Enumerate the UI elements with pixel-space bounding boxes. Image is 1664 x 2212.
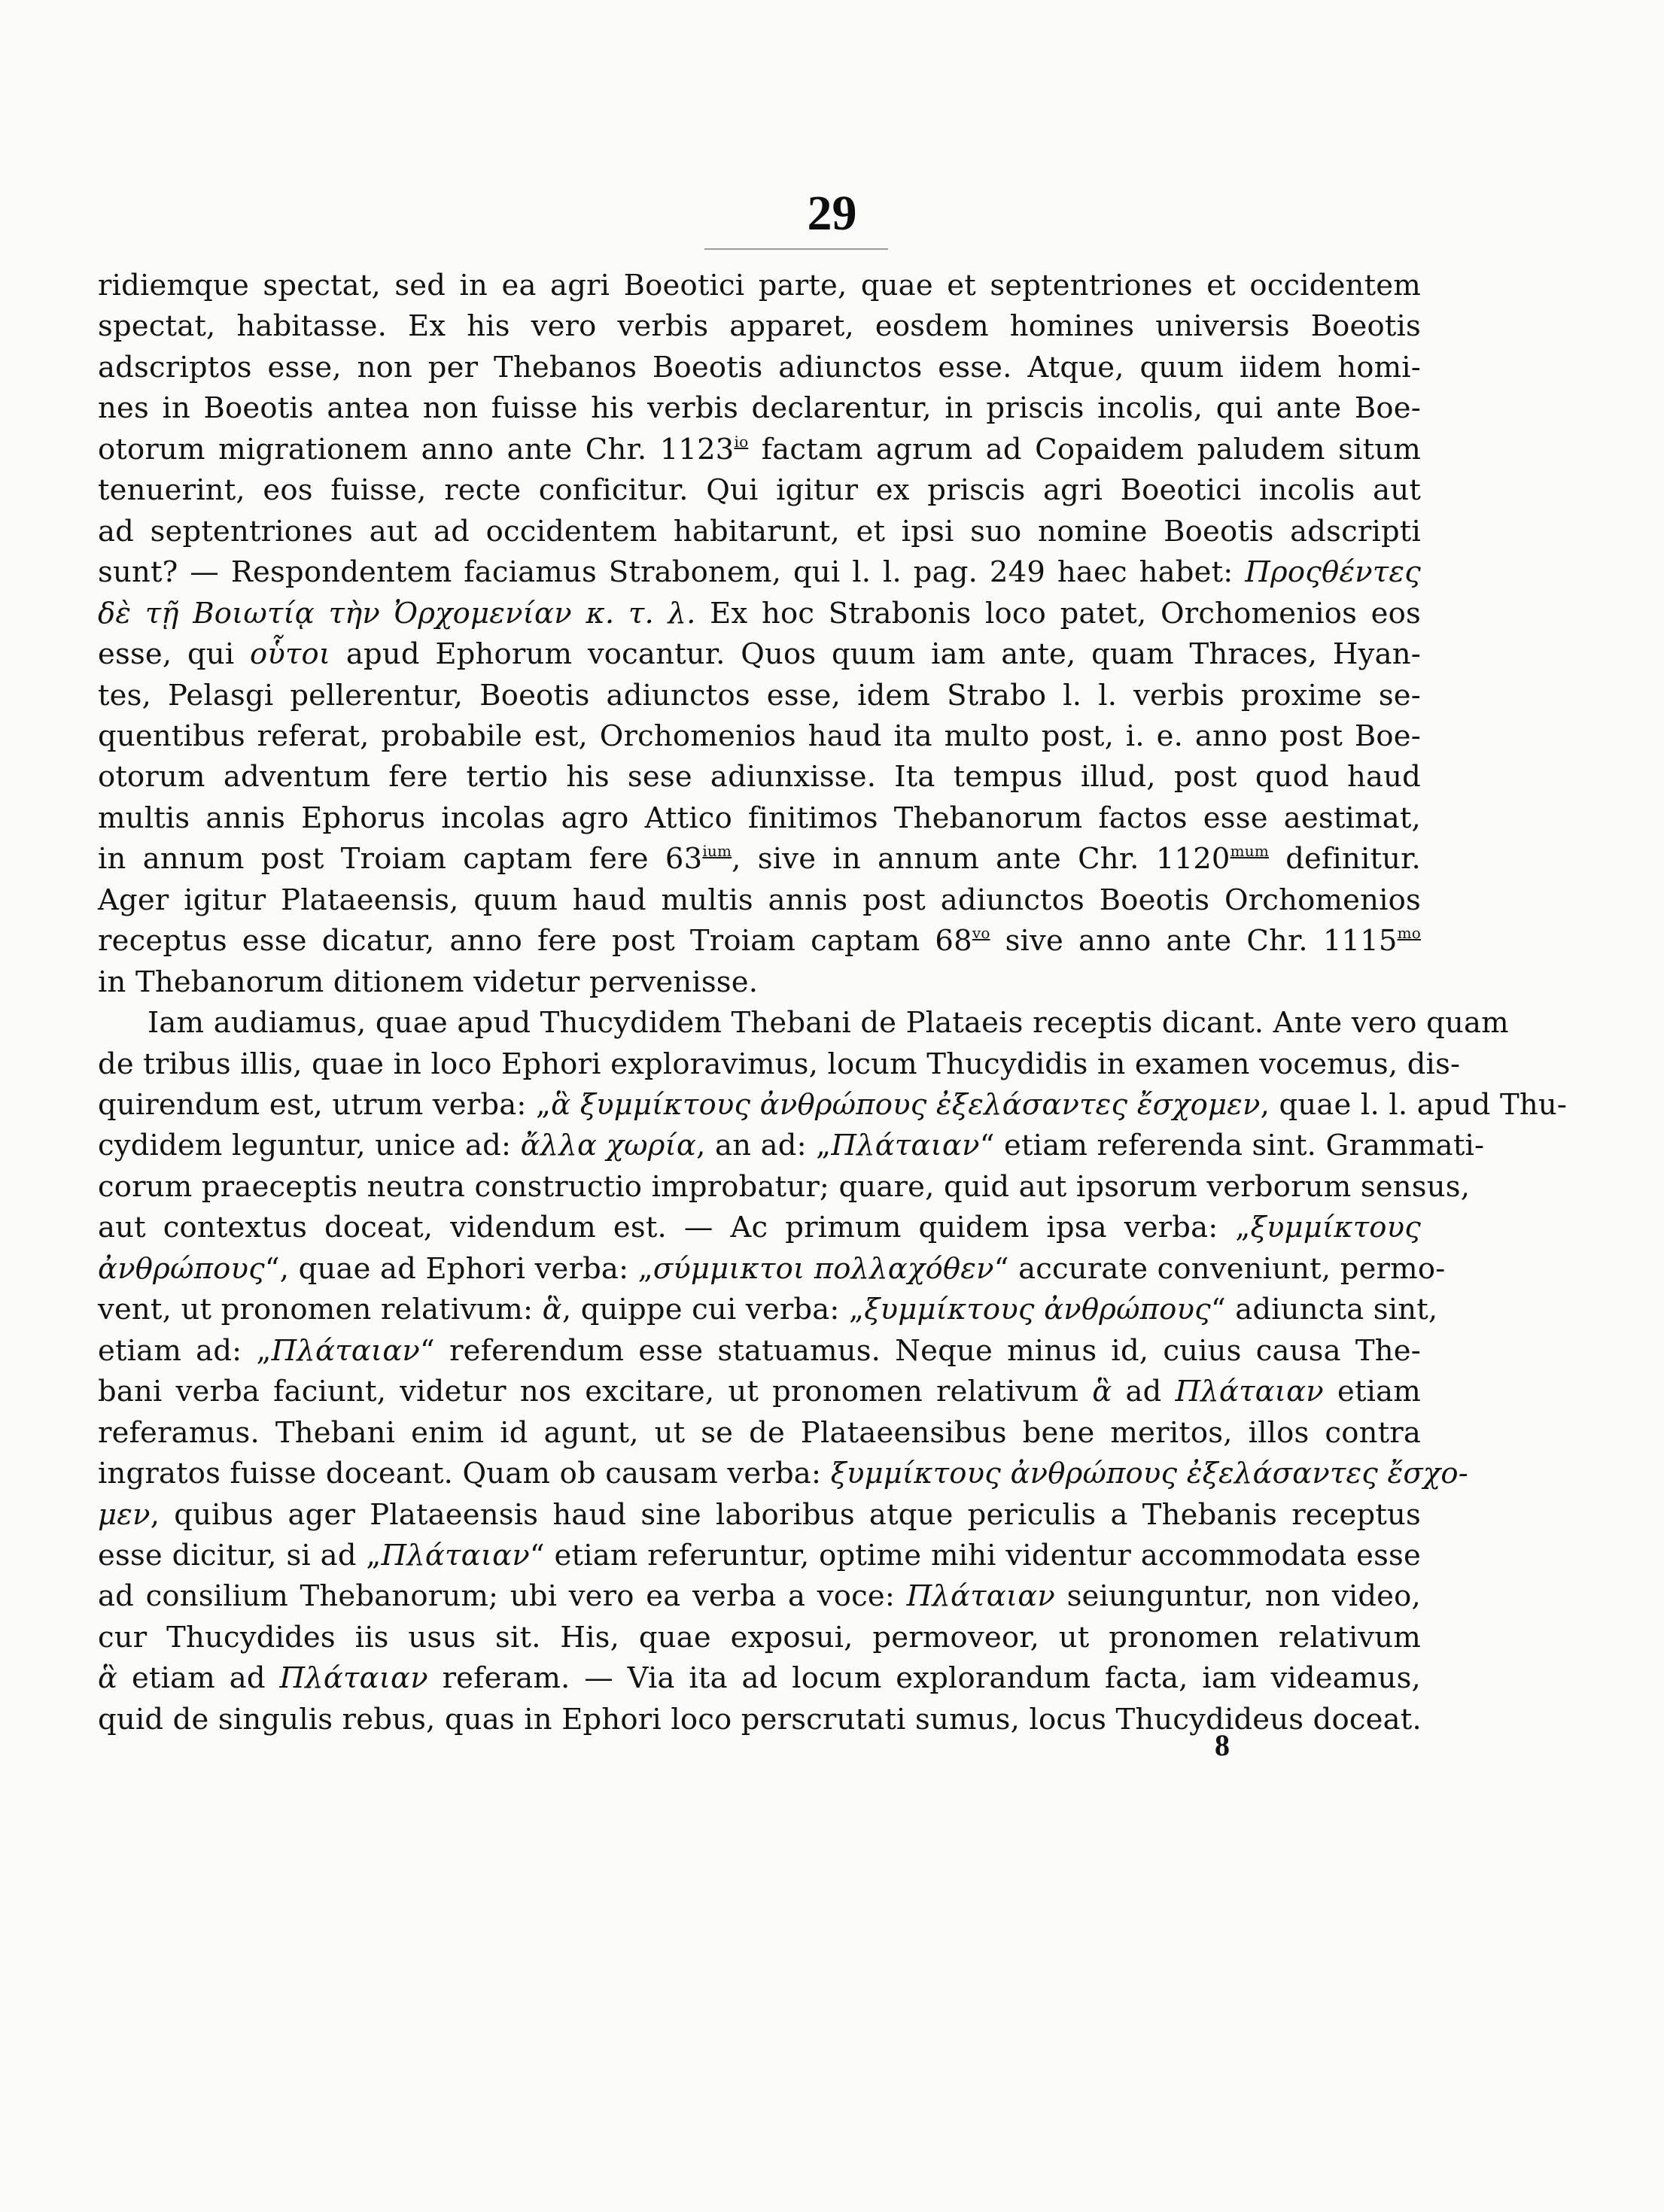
text-line xyxy=(98,632,1421,677)
text-run: etiam xyxy=(1323,1375,1422,1409)
greek-text: ξυμμίκτους ἀνθρώπους xyxy=(864,1293,1211,1327)
text-run: cydidem leguntur, unice ad: xyxy=(98,1129,521,1163)
greek-text: ξυμμίκτους xyxy=(1250,1211,1421,1245)
text-line xyxy=(98,755,1421,800)
text-run: etiam ad: „ xyxy=(98,1333,272,1368)
text-run: “ etiam referenda sint. Grammati- xyxy=(979,1129,1485,1163)
text-run: in annum post Troiam captam fere 63 xyxy=(98,842,703,877)
text-run: vent, ut pronomen relativum: xyxy=(98,1293,543,1327)
text-run: multis annis Ephorus incolas agro Attico finitimos Thebanorum factos esse aestimat, xyxy=(98,801,1421,835)
text-run: esse, qui xyxy=(98,637,250,672)
text-run: adscriptos esse, non per Thebanos Boeotis adiunctos esse. Atque, quum iidem homi- xyxy=(98,350,1421,384)
text-run: ridiemque spectat, sed in ea agri Boeotici parte, quae et septentriones et occidentem xyxy=(98,269,1421,302)
text-run: “, quae ad Ephori verba: „ xyxy=(264,1251,653,1286)
text-run: , sive in annum ante Chr. 1120 xyxy=(732,842,1231,877)
text-line xyxy=(98,960,1421,1005)
text-run: “ adiuncta sint, xyxy=(1210,1293,1438,1327)
text-run: “ etiam referuntur, optime mihi videntur accommodata esse xyxy=(529,1538,1421,1572)
text-line xyxy=(98,1451,1468,1496)
text-run: de tribus illis, quae in loco Ephori exploravimus, locum Thucydidis in examen vocemus, dis- xyxy=(98,1047,1461,1081)
ordinal-superscript: vo xyxy=(972,924,990,943)
greek-text: Πλάταιαν xyxy=(381,1538,530,1572)
text-line xyxy=(98,345,1421,390)
greek-text: Πλάταιαν xyxy=(271,1333,421,1368)
greek-text: δὲ τῇ Βοιωτίᾳ τὴν Ὀρχομενίαν κ. τ. λ. xyxy=(98,596,696,630)
text-run: ad xyxy=(1112,1375,1176,1409)
text-run: seiunguntur, non video, xyxy=(1055,1579,1421,1614)
greek-text: ἃ ξυμμίκτους ἀνθρώπους ἐξελάσαντες ἔσχομεν xyxy=(551,1088,1261,1122)
signature-mark: 8 xyxy=(1215,1728,1230,1762)
ordinal-superscript: io xyxy=(734,432,749,451)
text-run: ad consilium Thebanorum; ubi vero ea verba a voce: xyxy=(98,1579,907,1614)
text-line xyxy=(98,1493,1421,1538)
text-run: referamus. Thebani enim id agunt, ut se de Plataeensibus bene meritos, illos contra xyxy=(98,1415,1421,1450)
text-line xyxy=(98,1615,1421,1661)
text-line xyxy=(98,878,1421,923)
text-run: quid de singulis rebus, quas in Ephori loco perscrutati sumus, locus Thucydideus doceat. xyxy=(98,1702,1422,1736)
text-line xyxy=(98,1369,1421,1414)
text-line xyxy=(98,550,1421,595)
page-number: 29 xyxy=(807,186,857,241)
text-line xyxy=(98,263,1421,308)
text-line xyxy=(98,427,1421,472)
text-line xyxy=(98,1574,1421,1619)
text-line xyxy=(98,1287,1438,1332)
greek-text: ἃ xyxy=(1092,1375,1112,1409)
text-line xyxy=(98,714,1421,759)
text-line xyxy=(98,591,1421,637)
text-line xyxy=(98,1123,1485,1168)
text-line xyxy=(98,1329,1421,1374)
text-line xyxy=(98,386,1421,431)
text-run: , quippe cui verba: „ xyxy=(561,1293,865,1327)
text-line xyxy=(98,1247,1446,1292)
text-run: tes, Pelasgi pellerentur, Boeotis adiunctos esse, idem Strabo l. l. verbis proxime se- xyxy=(98,678,1421,713)
text-run: factam agrum ad Copaidem paludem situm xyxy=(748,432,1421,466)
text-line xyxy=(148,1001,1509,1046)
ordinal-superscript: mum xyxy=(1230,842,1270,861)
greek-text: ἄλλα χωρία xyxy=(520,1129,697,1163)
greek-text: μεν xyxy=(98,1497,151,1532)
ordinal-superscript: ium xyxy=(702,842,732,861)
text-line xyxy=(98,468,1421,513)
greek-text: Πλάταιαν xyxy=(279,1661,428,1696)
text-run: , quae l. l. apud Thu- xyxy=(1260,1088,1568,1122)
text-line xyxy=(98,304,1421,349)
text-run: otorum migrationem anno ante Chr. 1123 xyxy=(98,432,735,466)
text-run: ad septentriones aut ad occidentem habitarunt, et ipsi suo nomine Boeotis adscripti xyxy=(98,514,1421,548)
text-line xyxy=(98,1411,1421,1456)
greek-text: Πλάταιαν xyxy=(831,1129,980,1163)
text-line xyxy=(98,1165,1471,1210)
text-run: Ager igitur Plataeensis, quum haud multis annis post adiunctos Boeotis Orchomenios xyxy=(98,883,1421,917)
text-line xyxy=(98,1656,1421,1701)
text-line xyxy=(98,1042,1461,1087)
greek-text: Προςθέντες xyxy=(1245,555,1421,590)
text-line xyxy=(98,837,1421,882)
greek-text: ξυμμίκτους ἀνθρώπους ἐξελάσαντες ἔσχο- xyxy=(830,1457,1468,1491)
text-line xyxy=(98,796,1421,841)
text-run: cur Thucydides iis usus sit. His, quae exposui, permoveor, ut pronomen relativum xyxy=(98,1620,1421,1654)
text-run: in Thebanorum ditionem videtur pervenisse. xyxy=(98,965,759,999)
text-line xyxy=(98,673,1421,719)
greek-text: οὗτοι xyxy=(250,637,331,672)
text-run: aut contextus doceat, videndum est. — Ac primum quidem ipsa verba: „ xyxy=(98,1211,1251,1245)
text-run: “ referendum esse statuamus. Neque minus id, cuius causa The- xyxy=(420,1333,1421,1368)
text-run: quentibus referat, probabile est, Orchomenios haud ita multo post, i. e. anno post Boe- xyxy=(98,719,1421,753)
text-line xyxy=(98,1205,1421,1250)
text-run: sunt? — Respondentem faciamus Strabonem, qui l. l. pag. 249 haec habet: xyxy=(98,555,1246,590)
text-run: spectat, habitasse. Ex his vero verbis apparet, eosdem homines universis Boeotis xyxy=(98,309,1421,344)
greek-text: Πλάταιαν xyxy=(1175,1375,1324,1409)
text-run: , quibus ager Plataeensis haud sine laboribus atque periculis a Thebanis receptus xyxy=(150,1497,1421,1532)
greek-text: σύμμικτοι πολλαχόθεν xyxy=(653,1251,994,1286)
text-run: definitur. xyxy=(1269,842,1421,877)
greek-text: Πλάταιαν xyxy=(906,1579,1055,1614)
text-run: apud Ephorum vocantur. Quos quum iam ante, quam Thraces, Hyan- xyxy=(330,637,1421,672)
text-run: corum praeceptis neutra constructio improbatur; quare, quid aut ipsorum verborum sensus, xyxy=(98,1169,1471,1204)
text-run: tenuerint, eos fuisse, recte conficitur. Qui igitur ex priscis agri Boeotici incolis aut xyxy=(98,473,1421,508)
text-line xyxy=(98,1083,1568,1128)
ordinal-superscript: mo xyxy=(1397,924,1422,943)
text-line xyxy=(98,509,1421,555)
greek-text: ἃ xyxy=(542,1293,562,1327)
text-run: otorum adventum fere tertio his sese adiunxisse. Ita tempus illud, post quod haud xyxy=(98,760,1421,795)
text-run: nes in Boeotis antea non fuisse his verbis declarentur, in priscis incolis, qui ante Boe- xyxy=(98,391,1421,426)
text-run: referam. — Via ita ad locum explorandum facta, iam videamus, xyxy=(427,1661,1421,1696)
text-run: quirendum est, utrum verba: „ xyxy=(98,1088,552,1122)
greek-text: ἃ xyxy=(98,1661,118,1696)
text-line xyxy=(98,919,1421,964)
header-rule xyxy=(704,248,888,250)
text-run: ingratos fuisse doceant. Quam ob causam verba: xyxy=(98,1457,831,1491)
text-run: , an ad: „ xyxy=(696,1129,832,1163)
text-run: Iam audiamus, quae apud Thucydidem Thebani de Plataeis receptis dicant. Ante vero quam xyxy=(148,1006,1509,1041)
text-run: receptus esse dicatur, anno fere post Troiam captam 68 xyxy=(98,924,972,959)
text-line xyxy=(98,1533,1421,1578)
text-run: esse dicitur, si ad „ xyxy=(98,1538,382,1572)
text-run: sive anno ante Chr. 1115 xyxy=(990,924,1398,959)
text-run: etiam ad xyxy=(117,1661,280,1696)
greek-text: ἀνθρώπους xyxy=(98,1251,265,1286)
text-run: “ accurate conveniunt, permo- xyxy=(993,1251,1446,1286)
text-run: Ex hoc Strabonis loco patet, Orchomenios eos xyxy=(695,596,1421,630)
text-run: bani verba faciunt, videtur nos excitare, ut pronomen relativum xyxy=(98,1375,1093,1409)
